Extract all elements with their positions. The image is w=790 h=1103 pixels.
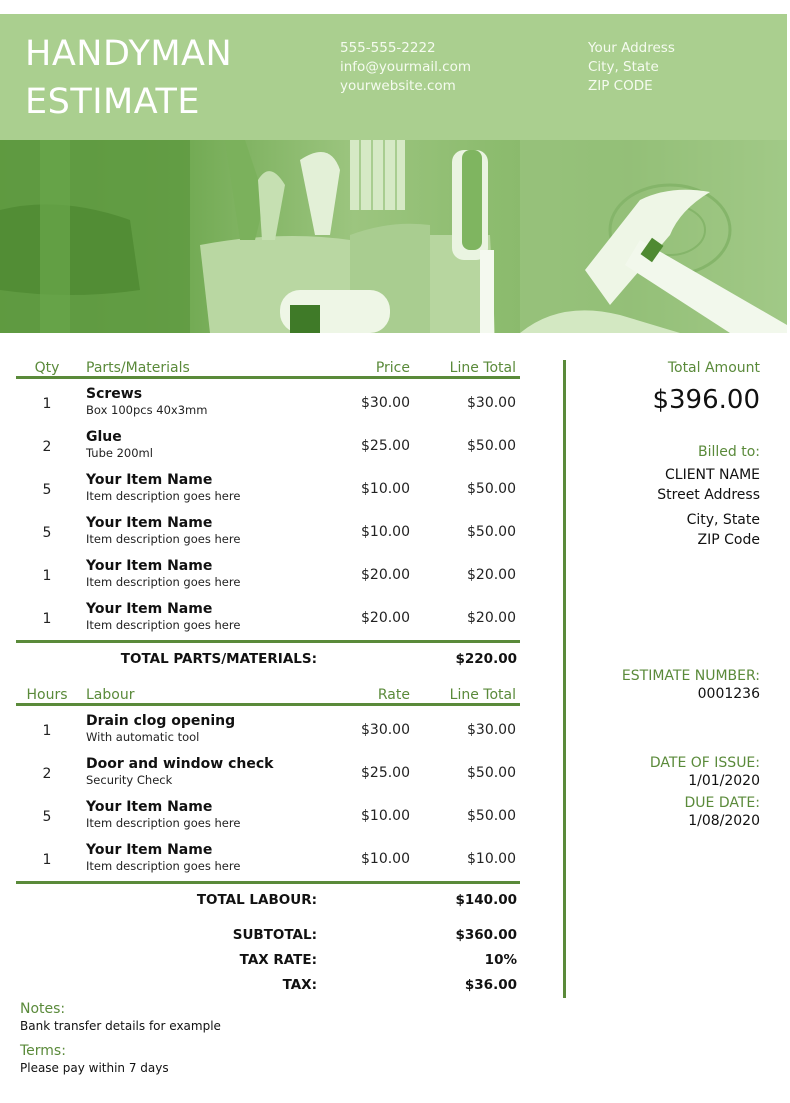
table-row: [16, 708, 520, 751]
email: info@yourmail.com: [340, 59, 471, 75]
col-line-total: Line Total: [449, 687, 516, 703]
row-rate: $25.00: [361, 764, 410, 781]
row-qty: 1: [42, 610, 52, 627]
tax-line: [16, 972, 520, 997]
labour-total: [16, 884, 520, 916]
company-address: [588, 39, 675, 96]
row-line-total: $50.00: [467, 437, 516, 454]
item-name: Your Item Name: [86, 558, 213, 574]
table-row: [16, 467, 520, 510]
client-city-state: City, State: [686, 512, 760, 528]
table-row: [16, 553, 520, 596]
tools-photo: [0, 140, 787, 333]
table-row: [16, 837, 520, 880]
summary-block: [16, 922, 520, 997]
row-qty: 1: [42, 395, 52, 412]
table-row: [16, 510, 520, 553]
row-qty: 5: [42, 481, 52, 498]
labour-table-header: [16, 687, 520, 706]
tax-rate-label: TAX RATE:: [239, 951, 317, 968]
row-price: $20.00: [361, 609, 410, 626]
tax-rate-value: 10%: [484, 951, 517, 968]
client-street: Street Address: [657, 487, 760, 503]
item-description: Item description goes here: [86, 489, 241, 503]
row-qty: 2: [42, 438, 52, 455]
row-rate: $10.00: [361, 850, 410, 867]
address-line-2: City, State: [588, 59, 659, 75]
row-hours: 2: [42, 765, 52, 782]
item-description: Box 100pcs 40x3mm: [86, 403, 208, 417]
tax-label: TAX:: [282, 976, 317, 993]
billed-to-label: Billed to:: [698, 444, 760, 460]
column-divider: [563, 360, 566, 998]
item-name: Your Item Name: [86, 799, 213, 815]
title-line-2: ESTIMATE: [25, 82, 200, 122]
row-line-total: $10.00: [467, 850, 516, 867]
parts-total: [16, 643, 520, 675]
total-amount-label: Total Amount: [667, 360, 760, 376]
billed-to-block: [657, 444, 760, 550]
item-name: Screws: [86, 386, 143, 402]
item-name: Your Item Name: [86, 842, 213, 858]
total-amount-block: [652, 360, 760, 420]
item-description: Tube 200ml: [86, 446, 153, 460]
row-price: $30.00: [361, 394, 410, 411]
notes-label: Notes:: [20, 1001, 66, 1017]
due-date-label: DUE DATE:: [684, 795, 760, 811]
item-description: Item description goes here: [86, 575, 241, 589]
subtotal-label: SUBTOTAL:: [232, 926, 317, 943]
notes-terms: [20, 1000, 221, 1084]
tax-rate-line: [16, 947, 520, 972]
row-hours: 1: [42, 722, 52, 739]
estimate-number-block: [622, 668, 760, 704]
row-price: $10.00: [361, 480, 410, 497]
row-price: $10.00: [361, 523, 410, 540]
table-row: [16, 751, 520, 794]
phone: 555-555-2222: [340, 40, 436, 56]
date-of-issue-label: DATE OF ISSUE:: [649, 755, 760, 771]
client-zip: ZIP Code: [697, 532, 760, 548]
row-rate: $30.00: [361, 721, 410, 738]
labour-total-label: TOTAL LABOUR:: [196, 892, 317, 908]
col-line-total: Line Total: [449, 360, 516, 376]
item-description: Item description goes here: [86, 859, 241, 873]
dates-block: [650, 755, 760, 831]
row-line-total: $50.00: [467, 807, 516, 824]
address-line-1: Your Address: [588, 40, 675, 56]
item-name: Your Item Name: [86, 472, 213, 488]
row-qty: 5: [42, 524, 52, 541]
tax-value: $36.00: [464, 976, 517, 993]
item-description: Item description goes here: [86, 618, 241, 632]
item-name: Door and window check: [86, 756, 274, 772]
subtotal-value: $360.00: [455, 926, 517, 943]
col-labour: Labour: [86, 687, 135, 703]
parts-total-label: TOTAL PARTS/MATERIALS:: [120, 651, 317, 667]
parts-total-value: $220.00: [455, 651, 517, 667]
item-description: With automatic tool: [86, 730, 200, 744]
row-line-total: $50.00: [467, 764, 516, 781]
date-of-issue-value: 1/01/2020: [688, 773, 760, 789]
col-hours: Hours: [26, 687, 68, 703]
notes-text: Bank transfer details for example: [20, 1019, 221, 1033]
item-description: Security Check: [86, 773, 173, 787]
item-name: Your Item Name: [86, 601, 213, 617]
website: yourwebsite.com: [340, 78, 456, 94]
item-name: Drain clog opening: [86, 713, 236, 729]
table-row: [16, 596, 520, 639]
terms-label: Terms:: [20, 1043, 66, 1059]
row-rate: $10.00: [361, 807, 410, 824]
estimate-number-label: ESTIMATE NUMBER:: [621, 668, 760, 684]
col-rate: Rate: [377, 687, 410, 703]
col-parts-materials: Parts/Materials: [86, 360, 190, 376]
row-hours: 1: [42, 851, 52, 868]
terms-text: Please pay within 7 days: [20, 1061, 169, 1075]
row-line-total: $50.00: [467, 480, 516, 497]
address-line-3: ZIP CODE: [588, 78, 653, 94]
table-row: [16, 794, 520, 837]
table-row: [16, 381, 520, 424]
header-band: [0, 14, 787, 140]
parts-rows: [16, 379, 520, 643]
row-line-total: $30.00: [467, 721, 516, 738]
item-description: Item description goes here: [86, 816, 241, 830]
labour-total-value: $140.00: [455, 892, 517, 908]
row-line-total: $20.00: [467, 609, 516, 626]
item-name: Your Item Name: [86, 515, 213, 531]
row-line-total: $20.00: [467, 566, 516, 583]
row-price: $20.00: [361, 566, 410, 583]
document-title: [25, 30, 232, 126]
total-amount-value: $396.00: [652, 385, 760, 415]
row-qty: 1: [42, 567, 52, 584]
client-name: CLIENT NAME: [665, 467, 760, 483]
row-line-total: $50.00: [467, 523, 516, 540]
estimate-tables: [16, 360, 520, 997]
subtotal-line: [16, 922, 520, 947]
tool-belt-illustration: [0, 140, 787, 333]
row-price: $25.00: [361, 437, 410, 454]
row-line-total: $30.00: [467, 394, 516, 411]
table-row: [16, 424, 520, 467]
estimate-number-value: 0001236: [697, 686, 760, 702]
labour-table: [16, 687, 520, 916]
col-qty: Qty: [34, 360, 60, 376]
contact-info: [340, 39, 471, 96]
parts-table: [16, 360, 520, 675]
parts-table-header: [16, 360, 520, 379]
item-name: Glue: [86, 429, 122, 445]
labour-rows: [16, 706, 520, 884]
title-line-1: HANDYMAN: [25, 34, 233, 74]
col-price: Price: [375, 360, 410, 376]
due-date-value: 1/08/2020: [688, 813, 760, 829]
item-description: Item description goes here: [86, 532, 241, 546]
row-hours: 5: [42, 808, 52, 825]
